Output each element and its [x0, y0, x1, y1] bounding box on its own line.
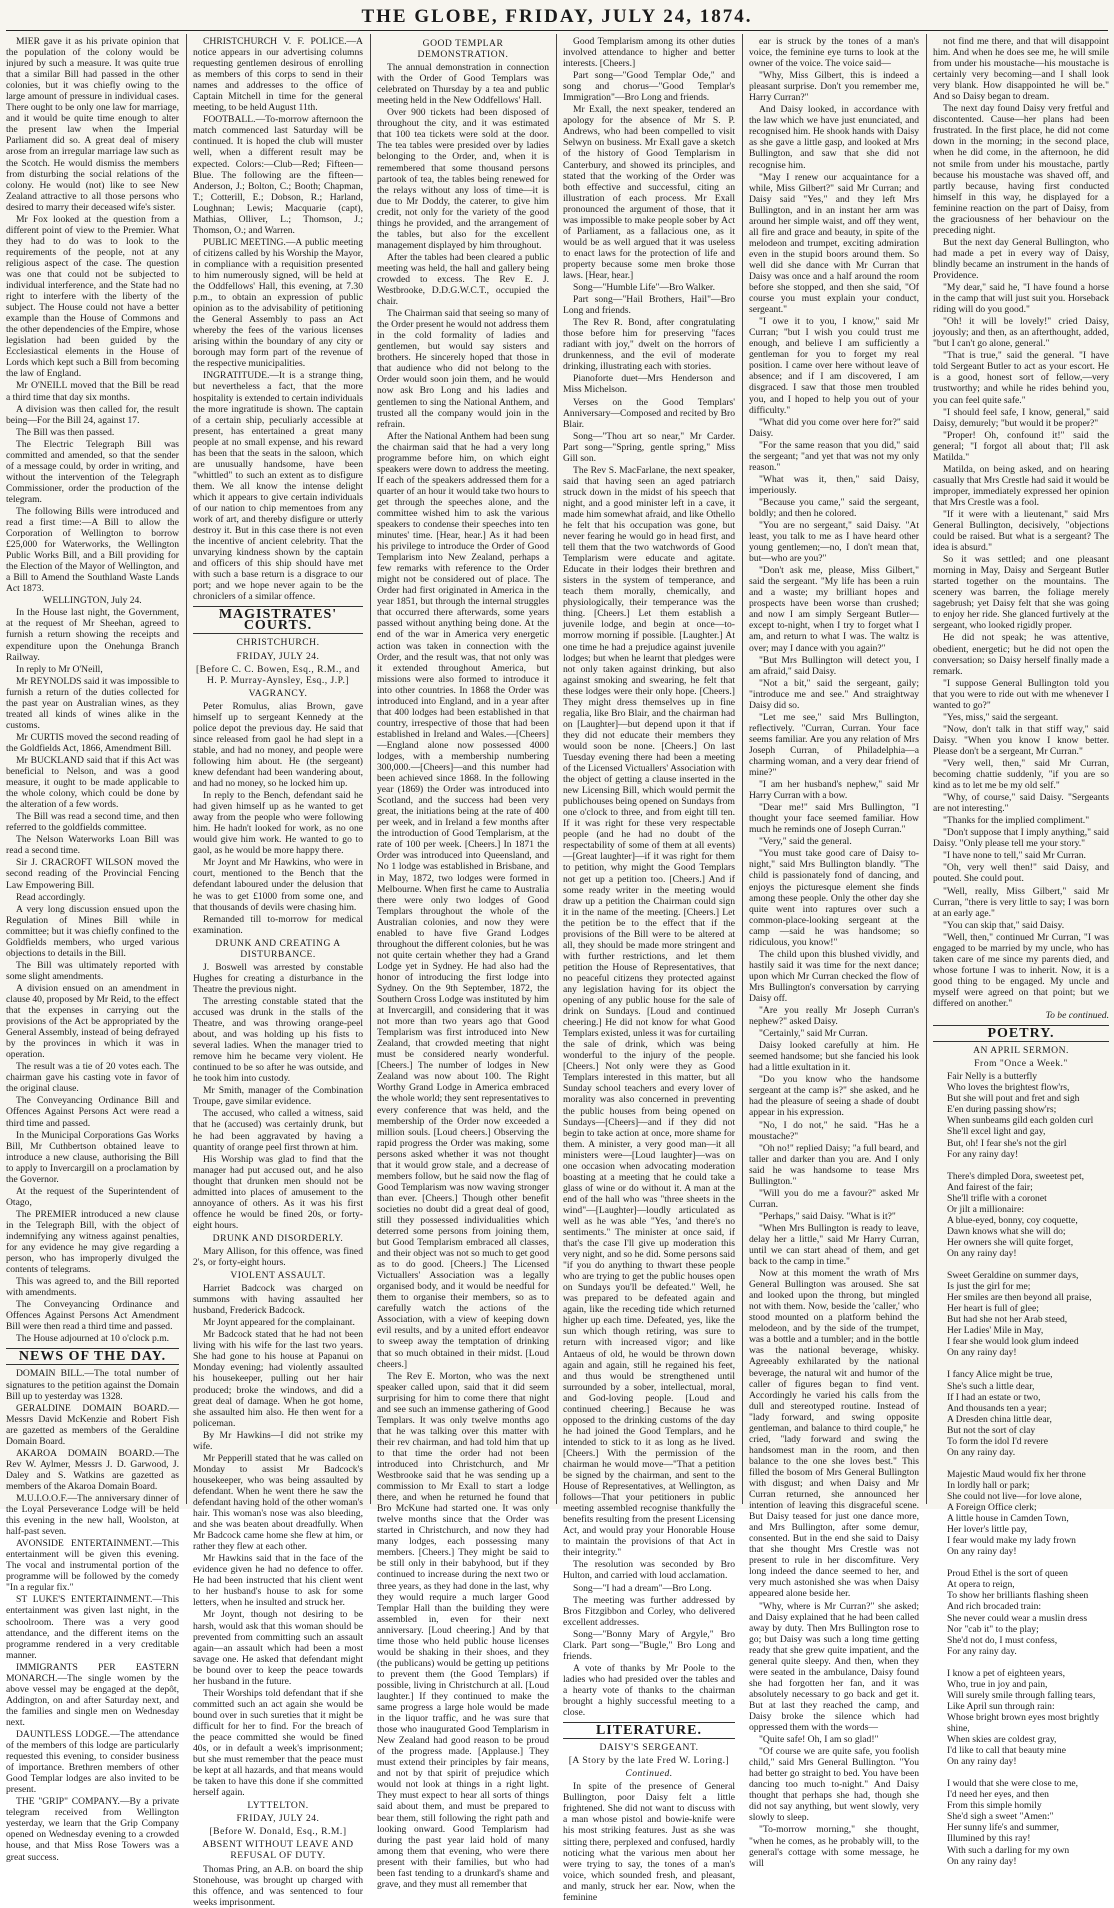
paragraph: INGRATITUDE.—It is a strange thing, but nevertheless a fact, that the more hospitality is extended to certain individuals the more ingratitude is shown. The captain of a certain ship, peculiarly accessible at present, has entertained a great many people at no small expense, and his reward has been that the seats in the saloon, which are unusually handsome, have been "whittled" to such an extent as to disfigure them. We all know the intense delight which it appears to give certain individuals of our nation to chip mementoes from any work of art, and thereby disfigure or utterly destroy it. But in this case there is not even the incentive of ancient celebrity. That the unvarying kindness shown by the captain and officers of this ship should have met with such a base return is a disgrace to our port; and we hope never again to be the chroniclers of a similar offence. — [193, 370, 363, 603]
court-date: FRIDAY, JULY 24. — [236, 1813, 320, 1825]
paragraph: Mr Pepperill stated that he was called on Monday to assist Mr Badcock's housekeeper, who was being assaulted by defendant. When he went there he saw the defendant having hold of the other woman's hair. This woman's nose was also bleeding, and she was beaten about dreadfully. When Mr Badcock came home she flew at him, or rather they flew at each other. — [193, 1452, 363, 1553]
paragraph: Good Templarism among its other duties involved attendance to higher and better interests. [Cheers.] — [563, 36, 735, 70]
paragraph: Song—"Humble Life"—Bro Walker. — [573, 282, 715, 294]
paragraph: Mary Allison, for this offence, was fined 2's, or forty-eight hours. — [193, 1245, 363, 1269]
paragraph: He did not speak; he was attentive, obedient, energetic; but he did not open the conversation; so Daisy herself finally made a remark. — [933, 632, 1109, 677]
poem-line — [933, 1657, 1109, 1668]
paragraph: The following Bills were introduced and read a first time:—A Bill to allow the Corporation of Wellington to borrow £25,000 for Waterworks, the Wellington Public Works Bill, and a Bill providing for the Election of the Mayor of Wellington, and a Bill to Amend the Southland Waste Lands Act 1873. — [6, 505, 179, 595]
paragraph: Mr Exall, the next speaker, tendered an apology for the absence of Mr S. P. Andrews, who had been compelled to visit Selwyn on business. Mr Exall gave a sketch of the history of Good Templarism in Canterbury, and showed its principles, and stated that the working of the Order was both effective and successful, citing an illustration of each process. Mr Exall pronounced the argument of those, that it was impossible to make people sober by Act of Parliament, as a fallacious one, as it would be as well argued that it was useless to enact laws for the protection of life and property because some men broke those laws. [Hear, hear.] — [563, 104, 735, 281]
paragraph: "Certainly," said Mr Curran. — [759, 1028, 868, 1040]
paragraph: "Yes, miss," said the sergeant. — [943, 711, 1059, 723]
article-heading: GOOD TEMPLAR DEMONSTRATION. — [417, 38, 509, 61]
paragraph: In the Municipal Corporations Gas Works Bill, Mr Cuthbertson obtained leave to introduce a new clause, authorising the Bill to apply to Invercargill on a proclamation by the Governor. — [6, 1129, 179, 1185]
paragraph: The accused, who called a witness, said that he (accused) was certainly drunk, but he had been aggravated by having a quantity of orange peel first thrown at him. — [193, 1108, 363, 1153]
paragraph: Harriet Badcock was charged on summons with having assaulted her husband, Frederick Badcock. — [193, 1283, 363, 1317]
poem-line: Proud Ethel is the sort of queen — [947, 1568, 1068, 1580]
paragraph: "You can skip that," said Daisy. — [943, 919, 1065, 931]
case-heading: ABSENT WITHOUT LEAVE AND REFUSAL OF DUTY. — [202, 1839, 354, 1862]
paragraph: "Don't suppose that I imply anything," said Daisy. "Only please tell me your story." — [933, 827, 1109, 850]
poem-line: Dawn knows what she will do; — [947, 1225, 1066, 1237]
paragraph: The next day found Daisy very fretful and discontented. Cause—her plans had been frustrated. In the first place, he did not come down in the morning; in the second place, when he did come, in the afternoon, he did not smile from under his moustache, partly because his moustache was shaved off, and partly because, having first conducted himself in this way, he displayed for a feminine reaction on the part of Daisy, from the graciousness of her behaviour on the preceding night. — [933, 103, 1109, 236]
news-item: THE "GRIP" COMPANY.—By a private telegram received from Wellington yesterday, we learn that the Grip Company opened on Wednesday evening to a crowded house, and that Miss Rose Towers was a great success. — [6, 1796, 179, 1863]
paragraph: After the National Anthem had been sung the chairman said that he had a very long programme before him, on which eight speakers were down to address the meeting. If each of the speakers addressed them for a quarter of an hour it would take two hours to get through the speeches alone, and the committee wished him to ask the various speakers to condense their speeches into ten minutes' time. [Hear, hear.] As it had been his privilege to introduce the Order of Good Templarism into New Zealand, perhaps a few remarks with reference to the Order might not be considered out of place. The Order had first originated in America in the year 1851, but through the internal struggles that occurred there afterwards, some years passed without anything being done. At the end of the war in America very energetic action was taken in connection with the Order, and the result was, that not only was it extended throughout America, but missions were also formed to introduce it into other countries. In 1868 the Order was introduced into England, and in a year after that 400 lodges had been established in that country, irrespective of those that had been established in Ireland and Wales.—[Cheers]—England alone now possessed 4000 lodges, with a membership numbering 300,000.—[Cheers]—and this number had been achieved since 1868. In the following year (1869) the Order was introduced into Scotland, and the success had been very great, the initiations being at the rate of 400 per week, and in Ireland a few months after the introduction of Good Templarism, at the rate of 100 per week. [Cheers.] In 1871 the Order was introduced into Queensland, and No 1 lodge was established in Brisbane, and in May, 1872, two lodges were formed in Melbourne. When first he came to Australia there were only two lodges of Good Templars throughout the whole of the Australian colonies, and now they were enabled to have five Grand Lodges throughout the different colonies, but he was not quite certain whether they had a Grand Lodge yet in Sydney. He had also had the honor of introducing the first lodge into Sydney. On the 9th September, 1872, the Southern Cross Lodge was instituted by him at Invercargill, and considering that it was not more than two years ago that Good Templarism was first introduced into New Zealand, that crowded meeting that night must be considered nearly wonderful. [Cheers.] The number of lodges in New Zealand was now about 100. The Right Worthy Grand Lodge in America embraced the whole world; they sent representatives to every conference that was held, and the membership of the Order now exceeded a million souls. [Loud cheers.] Observing the rapid progress the Order was making, some persons asked whether it was not thought that it would grow stale, and a decrease of members follow, but he said now the flag of Good Templarism was now waving stronger than ever. [Cheers.] Though other benefit societies no doubt did a great deal of good, still they possessed individualities which deterred some persons from joining them, but Good Templarism embraced all classes, and their object was not so much to get good as to do good. [Cheers.] The Licensed Victuallers' Association was a legally organised body, and it would be needful for them to organise their members, so as to carefully watch the actions of the Association, with a view of keeping down evil results, and by a united effort endeavor to sweep away the temptation of drinking that so much obtained in their midst. [Loud cheers.] — [377, 430, 549, 1370]
paragraph: Mr BUCKLAND said that if this Act was beneficial to Nelson, and was a good measure, it ought to be made applicable to the whole colony, which could be done by the alteration of a few words. — [6, 755, 179, 811]
poem-body — [933, 1071, 1109, 1866]
paragraph: A division was then called for, the result being—For the Bill 24, against 17. — [6, 403, 179, 426]
dateline: WELLINGTON, July 24. — [43, 595, 142, 607]
paragraph: "Thanks for the implied compliment." — [943, 815, 1090, 827]
poem-line: Is just the girl for me; — [947, 1281, 1031, 1293]
paragraph: "May I renew our acquaintance for a while, Miss Gilbert?" said Mr Curran; and Daisy said "Yes," and they left Mrs Bullington, and in an instant her arm was around her simple waist, and off they went, all fire and grace and beauty, in spite of the melodeon and trumpet, exciting admiration even in the stupid boors around them. So well did she dance with Mr Curran that Daisy was once and a half around the room before she stopped, and then she said, "Of course you must explain your conduct, sergeant." — [749, 171, 919, 316]
court-date: FRIDAY, JULY 24. — [236, 650, 320, 662]
paragraph: FOOTBALL.—To-morrow afternoon the match commenced last Saturday will be continued. It is hoped the club will muster well, when a different result may be expected. Colors:—Club—Red; Fifteen—Blue. The following are the fifteen—Anderson, J.; Bolton, C.; Booth; Chapman, T.; Cotterill, E.; Dobson, R.; Harland, Loughnan; Lewis; Macquarie (capt), Mathias, Olliver, L.; Thomson, J.; Thomson, O.; and Warren. — [193, 114, 363, 236]
masthead-rule — [6, 30, 1108, 31]
story-title: DAISY'S SERGEANT. — [599, 1742, 699, 1754]
paragraph: Mr Fox looked at the question from a different point of view to the Premier. What they had to do was to look to the requirements of the people, not at any religious aspect of the case. The question was one that could not be subjected to individual interference, and the State had no right to interfere with the liberty of the subject. The House could not have a better example than the House of Commons and the other dependencies of the Empire, whose legislation had been guided by the Ecclesiastical elements in the House of Lords which kept such a Bill from becoming the law of England. — [6, 213, 179, 380]
poem-line: I'd need her eyes, and then — [947, 1789, 1049, 1801]
paragraph: His Worship was glad to find that the manager had put accused out, and he also thought that drunken men should not be admitted into places of amusement to the annoyance of others. As it was his first offence he would be fined 20s, or forty-eight hours. — [193, 1153, 363, 1231]
paragraph: "Not a bit," said the sergeant, gaily; "introduce me and see." And straightway Daisy did so. — [749, 677, 919, 711]
paragraph: "Oh, very well then!" said Daisy, and pouted. She could pout. — [933, 862, 1109, 885]
poem-line: To form the idol I'd revere — [947, 1435, 1048, 1447]
poem-line: To show her brilliants flashing sheen — [947, 1590, 1089, 1602]
paragraph: Mr CURTIS moved the second reading of the Goldfields Act, 1866, Amendment Bill. — [6, 731, 179, 754]
paragraph: The Electric Telegraph Bill was committed and amended, so that the sender of a message could, by order in writing, and without the intervention of the Telegraph Commissioner, order the production of the telegram. — [6, 438, 179, 505]
case-heading: VIOLENT ASSAULT. — [230, 1270, 326, 1282]
paragraph: "Why, of course," said Daisy. "Sergeants are not interesting." — [933, 792, 1109, 815]
poem-line: On any rainy day! — [947, 1855, 1017, 1867]
paragraph: A division ensued on an amendment in clause 40, proposed by Mr Reid, to the effect that the expenses in carrying out the provisions of the Act be appropriated by the General Assembly, instead of being defrayed by the provinces in which it was in operation. — [6, 982, 179, 1061]
paragraph: ear is struck by the tones of a man's voice, the feminine eye turns to look at the owner of the voice. The voice said— — [749, 36, 919, 70]
paragraph: Mr REYNOLDS said it was impossible to furnish a return of the duties collected for the past year on Australian wines, as they treated all kinds of wines alike in the customs. — [6, 675, 179, 731]
paragraph: "What did you come over here for?" said Daisy. — [749, 416, 919, 439]
paragraph: Mr Joynt, though not desiring to be harsh, would ask that this woman should be prevented from committing such an assault again—an assault which had been a most savage one. He asked that defendant might be bound over to keep the peace towards her husband in the future. — [193, 1609, 363, 1687]
poem-line: When sunbeams gild each golden curl — [947, 1115, 1094, 1127]
poem-line: Fair Nelly is a butterfly — [947, 1071, 1038, 1083]
paragraph: A vote of thanks by Mr Poole to the ladies who had presided over the tables and a hearty vote of thanks to the chairman brought a highly successful meeting to a close. — [563, 1662, 735, 1719]
poem-line: I fear she would look glum indeed — [947, 1336, 1079, 1348]
paragraph: "Oh no!" replied Daisy; "a full beard, and taller and darker than you are. And I only said he was handsome to tease Mrs Bullington." — [749, 1142, 919, 1187]
paragraph: J. Boswell was arrested by constable Hughes for creating a disturbance in the Theatre the previous night. — [193, 961, 363, 995]
paragraph: In the House last night, the Government, at the request of Mr Sheehan, agreed to furnish a return showing the receipts and expenditure upon the Onehunga Branch Railway. — [6, 607, 179, 663]
paragraph: Mr Badcock stated that he had not been living with his wife for the last two years. She had gone to his house at Papanui on Monday evening; had violently assaulted his housekeeper, pulling out her hair produced; broke the windows, and did a great deal of damage. When he got home, she assaulted him also. He then went for a policeman. — [193, 1329, 363, 1429]
paragraph: After the tables had been cleared a public meeting was held, the hall and gallery being crowded to excess. The Rev E. J. Westbrooke, D.D.G.W.C.T., occupied the chair. — [377, 251, 549, 308]
poem-line: Sweet Geraldine on summer days, — [947, 1270, 1079, 1282]
poem-line: On any rainy day! — [947, 1756, 1017, 1768]
paragraph: "Proper! Oh, confound it!" said the general; "I forgot all about that; I'll ask Matilda." — [933, 429, 1109, 463]
column-divider — [742, 34, 743, 1504]
news-item: GERALDINE DOMAIN BOARD.—Messrs David McKenzie and Robert Fish are gazetted as members of the Geraldine Domain Board. — [6, 1402, 179, 1447]
poem-line — [933, 1259, 1109, 1270]
paragraph: "I should feel safe, I know, general," said Daisy, demurely; "but would it be proper?" — [933, 406, 1109, 429]
paragraph: Read accordingly. — [16, 891, 86, 903]
poem-line: Illumined by this ray! — [947, 1833, 1031, 1845]
story-continued: Continued. — [625, 1768, 673, 1780]
poem-line: Her owners she will quite forget, — [947, 1236, 1074, 1248]
poem-line: She'd sigh a sweet "Amen:" — [947, 1811, 1054, 1823]
paragraph: The result was a tie of 20 votes each. The chairman gave his casting vote in favor of the original clause. — [6, 1061, 179, 1095]
paragraph: "Why, Miss Gilbert, this is indeed a pleasant surprise. Don't you remember me, Harry Curran?" — [749, 70, 919, 104]
paragraph: "For the same reason that you did," said the sergeant; "and yet that was not my only reason." — [749, 439, 919, 473]
poem-line: With such a darling for my own — [947, 1844, 1070, 1856]
paragraph: Song—"Thou art so near," Mr Carder. Part song—"Spring, gentle spring," Miss Gill son. — [563, 430, 735, 464]
paragraph: CHRISTCHURCH V. F. POLICE.—A notice appears in our advertising columns requesting gentlemen desirous of enrolling as members of this corps to send in their names and addresses to the office of Captain Mitchell in time for the general meeting, to be held August 11th. — [193, 36, 363, 114]
paragraph: "You must take good care of Daisy to-night," said Mrs Bullington blandly. "The child is passionately fond of dancing, and enjoys the picturesque element she finds among these people. Only the other day she quite went into raptures over such a common-place-looking sergeant at the camp —said he was handsome; so ridiculous, you know!" — [749, 848, 919, 948]
news-item: DAUNTLESS LODGE.—The attendance of the members of this lodge are particularly requested this evening, to consider business of importance. Brethren members of other Good Templar lodges are also invited to be present. — [6, 1728, 179, 1796]
poem-line: On any rainy day! — [947, 1347, 1017, 1359]
case-heading: VAGRANCY. — [248, 687, 308, 699]
news-item: M.U.I.O.O.F.—The anniversary dinner of the Loyal Perseverance Lodge will be held this evening in the new hall, Woolston, at half-past seven. — [6, 1493, 179, 1538]
poem-line: A Foreign Office clerk; — [947, 1502, 1037, 1514]
paragraph: In reply to Mr O'Neill, — [16, 663, 103, 675]
paragraph: A very long discussion ensued upon the Regulation of Mines Bill while in committee; but it was chiefly confined to the Goldfields members, who urged various objections to details in the Bill. — [6, 903, 179, 959]
poem-line — [933, 1458, 1109, 1469]
paragraph: Matilda, on being asked, and on hearing casually that Mrs Crestle had said it would be improper, immediately expressed her opinion that Mrs Crestle was a fool. — [933, 463, 1109, 508]
poem-line: I fancy Alice might be true, — [947, 1369, 1053, 1381]
column-4 — [563, 36, 735, 1903]
paragraph: "When Mrs Bullington is ready to leave, delay her a little," said Mr Harry Curran, until we can start ahead of them, and get back to the camp in time." — [749, 1222, 919, 1268]
column-2 — [193, 36, 363, 1908]
case-heading: DRUNK AND CREATING A DISTURBANCE. — [215, 937, 341, 960]
column-divider — [370, 34, 371, 1504]
paragraph: "Well, really, Miss Gilbert," said Mr Curran, "there is very little to say; I was born at an early age." — [933, 885, 1109, 919]
paragraph: Song—"I had a dream"—Bro Long. — [573, 1582, 712, 1594]
news-item: AVONSIDE ENTERTAINMENT.—This entertainment will be given this evening. The vocal and instrumental portion of the programme will be followed by the comedy "In a regular fix." — [6, 1538, 179, 1594]
poem-line: Her Ladies' Mile in May, — [947, 1325, 1044, 1337]
paragraph: The House adjourned at 10 o'clock p.m. — [16, 1333, 170, 1345]
poem-line: Will surely smile through falling tears, — [947, 1689, 1096, 1701]
poem-line: A Dresden china little dear, — [947, 1413, 1052, 1425]
paragraph: "I suppose General Bullington told you that you were to ride out with me whenever I wanted to go?" — [933, 677, 1109, 711]
poem-line: Like April sun through rain: — [947, 1700, 1055, 1712]
poem-line: And rich brocaded train: — [947, 1601, 1042, 1613]
poem-line: Who, true in joy and pain, — [947, 1678, 1048, 1690]
poem-line: But she will pout and fret and sigh — [947, 1093, 1080, 1105]
paragraph: "Quite safe! Oh, I am so glad!" — [759, 1734, 879, 1746]
court-bench: [Before W. Donald, Esq., R.M.] — [209, 1826, 347, 1838]
paragraph: Mr Hawkins said that in the face of the evidence given he had no defence to offer. He had been instructed that his client went to her husband's house to ask for some letters, when he insulted and struck her. — [193, 1553, 363, 1609]
paragraph: "Of course we are quite safe, you foolish child," said Mrs General Bullington. "You had better go straight to bed. You have been dancing too much to-night." And Daisy thought that perhaps she had, though she did not say anything, but went slowly, very slowly to sleep. — [749, 1746, 919, 1824]
paragraph: The Bill was read a second time, and then referred to the goldfields committee. — [6, 811, 179, 834]
paragraph: MIER gave it as his private opinion that the population of the colony would be injured by such a measure. It was quite true that a similar Bill had passed in the other colonies, but it was chiefly owing to the large amount of pressure in individual cases. There ought to be only one law for marriage, and it would be quite time enough to alter the present law when the Imperial Parliament did so. A great deal of misery arose from an irregular marriage law such as the Scotch. He would dismiss the members from disturbing the social relations of the colony. He would (not) like to see New Zealand attractive to all those persons who desired to marry their deceased wife's sister. — [6, 36, 179, 213]
column-3 — [377, 36, 549, 1890]
paragraph: The arresting constable stated that the accused was drunk in the stalls of the Theatre, and was throwing orange-peel about, and was holding up his fists to several ladies. When the manager tried to remove him he became very violent. He continued to be so after he was outside, and he took him into custody. — [193, 995, 363, 1085]
court-location: LYTTELTON. — [247, 1800, 309, 1812]
poem-line — [933, 1767, 1109, 1778]
paragraph: The Rev S. MacFarlane, the next speaker, said that having seen an aged patriarch struck down in the midst of his speech that night, and a good minister left in a cave, it made him somewhat afraid, and like Othello he felt that his occupation was gone, but never fearing he would go in head first, and tell them that the two watchwords of Good Templarism were educate and agitate. Educate in their lodges their brethren and sisters in the system of temperance, and teach them morally, chemically, and physiologically, their temperance was the thing. [Cheers.] Let them establish a juvenile lodge, and begin at once—to-morrow morning if possible. [Laughter.] At one time he had a prejudice against juvenile lodges; but when he learnt that pledges were not only taken against drinking, but also against smoking and swearing, he felt that these lodges were their only hope. [Cheers.] They might dress themselves up in fine regalia, like Bro Blair, and the chairman had on [Laughter]—but depend upon it that if they did not educate their members they would soon be none. [Cheers.] On last Tuesday evening there had been a meeting of the Licensed Victuallers' Association with the object of getting a clause inserted in the new Licensing Bill, which would permit the publichouses being opened on Sundays from one o'clock to three, and from eight till ten. If it was right for these very respectable people (and he had no doubt of the respectability of some of them at all events)—[Great laughter]—if it was right for them to petition, why might the Good Templars not get up a petition too. [Cheers.] And if some ready writer in the meeting would draw up a petition the Chairman could sign it in the name of the meeting. [Cheers.] Let the petition be to the effect that if the provisions of the Bill were to be altered at all, they should be made more stringent and with further restrictions, and let them petition the House of Representatives, that no peaceful citizens they protected against any legislation having for its object the opening of any public house for the sale of drink on Sundays. [Loud and continued cheering.] He did not know for what Good Templars existed, unless it was for curtailing the sale of drink, which was being wonderful to the injury of the people. [Cheers.] Not only were they as Good Templars interested in this matter, but all Sunday school teachers and every lover of morality was also concerned in preventing the public houses from being opened on Sundays—[Cheers]—and if they did not begin to take action at once, more shame for them. A minister, a very good man—it all ministers were—[Loud laughter]—was on one occasion when advocating moderation boasting at a meeting that he could take a glass of wine or do without it. A man at the end of the hall who was "three sheets in the wind"—[Laughter]—loudly articulated as well as he was able "Yes, 'and there's no sentiments." The minister at once said, if that's the case I'll give up moderation this very night, and so he did. Some persons said "if you do anything to thwart these people who are trying to get the public houses open on Sundays you'll be defeated." Well, he was prepared to be defeated again and again, like the receding tide which returned higher up each time. Defeated, yes, like the sun which though retiring, was sure to return with increased vigor; and like Antaeus of old, he would be thrown down again and again, still he regained his feet, and thus would be strengthened until surrounded by a sober, intellectual, moral, and God-loving people. [Loud and continued cheering.] Because he was opposed to the drinking customs of the day he had joined the Good Templars, and he intended to stick to it as long as he lived. [Cheers.] With the permission of the chairman he would move—"That a petition be signed by the chairman, and sent to the House of Representatives, at Wellington, as follows—That your petitioners in public meeting assembled recognise thankfully the benefits resulting from the present Licensing Act, and would pray your Honorable House to maintain the provisions of that Act in their integrity." — [563, 464, 735, 1559]
section-heading-magistrates: MAGISTRATES' COURTS. — [193, 606, 363, 634]
paragraph: "I am her husband's nephew," said Mr Harry Curran with a bow. — [749, 779, 919, 802]
paragraph: The Chairman said that seeing so many of the Order present he would not address them in the cold formality of ladies and gentlemen, but would say sisters and brothers. He sincerely hoped that those in that audience who did not belong to the Order would soon join them, and he would now ask Bro Long and his ladies and gentlemen to sing the National Anthem, and trusted all the company would join in the refrain. — [377, 308, 549, 430]
poem-line: From this simple homily — [947, 1800, 1042, 1812]
poem-line: She'll excel light and gay, — [947, 1126, 1046, 1138]
poem-line: If I had an estate or two, — [947, 1391, 1041, 1403]
paragraph: Remanded till to-morrow for medical examination. — [193, 913, 363, 936]
paragraph: Verses on the Good Templars' Anniversary—Composed and recited by Bro Blair. — [563, 396, 735, 430]
paragraph: "Perhaps," said Daisy. "What is it?" — [759, 1210, 896, 1222]
poem-line: But, oh! I fear she's not the girl — [947, 1137, 1067, 1149]
poem-line: At opera to reign, — [947, 1579, 1015, 1591]
column-6 — [933, 36, 1109, 1867]
poem-line: Whose bright brown eyes most brightly shine, — [947, 1711, 1100, 1734]
to-be-continued: To be continued. — [1045, 1010, 1109, 1022]
poem-line: For any rainy day! — [947, 1148, 1019, 1160]
paragraph: So it was settled; and one pleasant morning in May, Daisy and Sergeant Butler started together on the mountains. The scenery was barren, the foliage merely sagebrush; yet Daisy felt that she was going to enjoy her ride. She glanced furtively at the sergeant, who looked rigidly proper. — [933, 554, 1109, 632]
paragraph: "To-morrow morning," she thought, "when he comes, as he probably will, to the general's cottage with some message, he will — [749, 1824, 919, 1869]
paragraph: PUBLIC MEETING.—A public meeting of citizens called by his Worship the Mayor, in compliance with a requisition presented to him numerously signed, will be held at the Oddfellows' Hall, this evening, at 7.30 p.m., to obtain an expression of public opinion as to the advisability of petitioning the General Assembly to pass an Act whereby the fees of the various licenses arising within the boundary of any city or borough may form part of the revenue of the respective municipalities. — [193, 236, 363, 370]
paragraph: Part song—"Good Templar Ode," and song and chorus—"Good Templar's Immigration"—Bro Long and friends. — [563, 70, 735, 104]
paragraph: "If it were with a lieutenant," said Mrs General Bullington, decisively, "objections could be raised. But what is a sergeant? The idea is absurd." — [933, 508, 1109, 554]
paragraph: Mr Smith, manager of the Combination Troupe, gave similar evidence. — [193, 1085, 363, 1108]
poem-line: Her sunny life's and summer, — [947, 1822, 1059, 1834]
poem-line: On any rainy day! — [947, 1546, 1017, 1558]
poem-line: On any rainy day. — [947, 1446, 1016, 1458]
paragraph: Thomas Pring, an A.B. on board the ship Stonehouse, was brought up charged with this offence, and was sentenced to four weeks imprisonment. — [193, 1863, 363, 1908]
poem-line: And thousands ten a year; — [947, 1402, 1047, 1414]
paragraph: The Bill was then passed. — [16, 426, 115, 438]
paragraph: The child upon this blushed vividly, and hastily said it was time for the next dance; upon which Mr Curran checked the flow of Mrs Bullington's conversation by carrying Daisy off. — [749, 948, 919, 1004]
paragraph: "Let me see," said Mrs Bullington, reflectively. "Curran, Curran. Your face seems familiar. Are you any relation of Mrs Joseph Curran, of Philadelphia—a charming woman, and a very dear friend of mine?" — [749, 711, 919, 779]
paragraph: "My dear," said he, "I have found a horse in the camp that will just suit you. Horseback riding will do you good." — [933, 282, 1109, 316]
paragraph: "Now, don't talk in that stiff way," said Daisy. "When you know I know better. Please don't be a sergeant, Mr Curran." — [933, 723, 1109, 757]
paragraph: Song—"Bonny Mary of Argyle," Bro Clark. Part song—"Bugle," Bro Long and friends. — [563, 1628, 735, 1662]
poem-line: She'd not do, I must confess, — [947, 1634, 1058, 1646]
paragraph: Mr O'NEILL moved that the Bill be read a third time that day six months. — [6, 380, 179, 403]
paragraph: In spite of the presence of General Bullington, poor Daisy felt a little frightened. She did not want to discuss with a man whose pistol and bowie-knife were his most striking features. Just as she was sitting there, perplexed and confused, hardly noticing what the various men about her were trying to say, the tones of a man's voice, which sounded fresh, and pleasant, and manly, struck her ear. Now, when the feminine — [563, 1781, 735, 1903]
paragraph: "Dear me!" said Mrs Bullington, "I thought your face seemed familiar. How much he reminds one of Joseph Curran." — [749, 802, 919, 836]
paragraph: not find me there, and that will disappoint him. And when he does see me, he will smile from under his moustache—his moustache is certainly very becoming—and I shall look very blank. How disappointed he will be." And so Daisy began to dream. — [933, 36, 1109, 103]
news-item: IMMIGRANTS PER EASTERN MONARCH.—The single women by the above vessel may be engaged at the depôt, Addington, on and after Saturday next, and the families and single men on Wednesday next. — [6, 1661, 179, 1728]
court-bench: [Before C. C. Bowen, Esq., R.M., and H. P. Murray-Aynsley, Esq., J.P.] — [195, 663, 361, 686]
paragraph: The Nelson Waterworks Loan Bill was read a second time. — [6, 834, 179, 857]
poem-line: Her heart is full of glee; — [947, 1303, 1039, 1315]
poem-line: Majestic Maud would fix her throne — [947, 1468, 1086, 1480]
poem-line: She'll trifle with a coronet — [947, 1192, 1047, 1204]
column-divider — [556, 34, 557, 1504]
paragraph: "Are you really Mr Joseph Curran's nephew?" asked Daisy. — [749, 1005, 919, 1028]
paragraph: Over 900 tickets had been disposed of throughout the city, and it was estimated that 100 tea tickets were sold at the door. The tea tables were presided over by ladies belonging to the Order, and, when it is remembered that some thousand persons partook of tea, the tables being renewed for the relays without any loss of time—it is due to Mr Doddy, the caterer, to give him credit, not only for the variety of the good things he provided, and the arrangement of the tables, but also for the excellent management displayed by him throughout. — [377, 107, 549, 251]
paragraph: And Daisy looked, in accordance with the law which we have just enunciated, and recognised him. He shook hands with Daisy as she gave a little gasp, and looked at Mrs Bullington, and saw that she did not recognise him. — [749, 104, 919, 171]
paragraph: The Conveyancing Ordinance Bill and Offences Against Persons Act were read a third time and passed. — [6, 1095, 179, 1129]
paragraph: Part song—"Hail Brothers, Hail"—Bro Long and friends. — [563, 294, 735, 317]
poem-line: And fairest of the fair; — [947, 1181, 1033, 1193]
column-divider — [186, 34, 187, 1504]
section-heading-poetry: POETRY. — [933, 1025, 1109, 1042]
poem-line: Her lover's little pay, — [947, 1524, 1027, 1536]
poem-line: Or jilt a millionaire: — [947, 1203, 1024, 1215]
paragraph: The resolution was seconded by Bro Hulton, and carried with loud acclamation. — [563, 1559, 735, 1582]
paragraph: Peter Romulus, alias Brown, gave himself up to sergeant Kennedy at the police depot the previous day. He said that since released from gaol he had slept in a stable, and had no money, and people were following him about. He (the sergeant) knew defendant had been wandering about, and had no money, so he locked him up. — [193, 700, 363, 790]
poem-line — [933, 1160, 1109, 1171]
paragraph: The meeting was further addressed by Bros Fitzgibbon and Corley, who delivered excellent addresses. — [563, 1594, 735, 1628]
poem-line: Her smiles are then beyond all praise, — [947, 1292, 1092, 1304]
poem-line — [933, 1557, 1109, 1568]
news-item: DOMAIN BILL.—The total number of signatures to the petition against the Domain Bill up to yesterday was 1328. — [6, 1368, 179, 1402]
paragraph: Now at this moment the wrath of Mrs General Bullington was aroused. She sat and looked upon the throng, but mingled not with them. Now, beside the 'caller,' who stood mounted on a platform behind the melodeon, and by the side of the trumpet, was a bottle and a tumbler; and in the bottle was the national beverage, whisky. Agreeably exhilarated by the national beverage, the natural wit and humor of the caller of figures began to find vent. Accordingly he varied his calls from the dull and stereotyped routine. Instead of "lady forward, and swing opposite gentleman, and balance to third couple," he cried, "lady forward and swing the handsomest man in the room, and then balance to the one she loves best." This filled the bosom of Mrs General Bullington with disgust; and when Daisy and Mr Curran returned, she announced her intention of leaving this disgraceful scene. But Daisy teased for just one dance more, and Mrs Bullington, after some demur, consented. But in the end she said to Daisy that she thought Mrs Crestle was not present to rule in her discomfiture. Very long indeed the dance seemed to her, and very much astonished she was when Daisy appeared alone beside her. — [749, 1268, 919, 1600]
poem-line: She never could wear a muslin dress — [947, 1612, 1088, 1624]
paragraph: "Very well, then," said Mr Curran, becoming chattie suddenly, "if you are so kind as to let me be my old self." — [933, 758, 1109, 792]
poem-line: A little house in Camden Town, — [947, 1513, 1069, 1525]
paragraph: Pianoforte duet—Mrs Henderson and Miss Michelson. — [563, 373, 735, 396]
paragraph: The Rev R. Bond, after congratulating those before him for preserving "faces radiant with joy," dwelt on the horrors of drunkenness, and the evil of moderate drinking, illustrating each with stories. — [563, 317, 735, 373]
paragraph: "Don't ask me, please, Miss Gilbert," said the sergeant. "My life has been a ruin and a waste; my brilliant hopes and prospects have been worse than crushed; and now I am simply Sergeant Butler—except to-night, when I try to forget what I am, and return to what I was. The waltz is over; may I dance with you again?" — [749, 565, 919, 654]
paragraph: At the request of the Superintendent of Otago, — [6, 1185, 179, 1208]
paragraph: "That is true," said the general. "I have told Sergeant Butler to act as your escort. He is a good, honest sort of fellow,—very trustworthy; and while he rides behind you, you can feel quite safe." — [933, 350, 1109, 406]
poem-line: Nor "cab it" to the play; — [947, 1623, 1039, 1635]
paragraph: The Conveyancing Ordinance and Offences Against Persons Act Amendment Bill were then read a third time and passed. — [6, 1299, 179, 1333]
paragraph: Sir J. CRACROFT WILSON moved the second reading of the Provincial Fencing Law Empowering Bill. — [6, 857, 179, 891]
paragraph: Daisy looked carefully at him. He seemed handsome; but she fancied his look had a little exultation in it. — [749, 1040, 919, 1074]
paragraph: "You are no sergeant," said Daisy. "At least, you talk to me as I have heard other young gentlemen;—no, I don't mean that, but—who are you?" — [749, 520, 919, 565]
paragraph: "Because you came," said the sergeant, boldly; and then he colored. — [749, 496, 919, 519]
paragraph: "I owe it to you, I know," said Mr Curran; "but I wish you could trust me enough, and believe I am sufficiently a gentleman for you to forget my real position. I came over here without leave of absence; and if I am discovered, I am disgraced. I saw that those men troubled you, and I hoped to help you out of your difficulty." — [749, 316, 919, 416]
poem-line: On any rainy day! — [947, 1247, 1017, 1259]
column-1 — [6, 36, 179, 1863]
paragraph: "Why, where is Mr Curran?" she asked; and Daisy explained that he had been called away by duty. Then Mrs Bullington rose to go; but Daisy was such a long time getting ready that she grew quite impatient, and the general quite sleepy. And then, when they were seated in the ambulance, Daisy found she had forgotten her fan, and it was absolutely necessary to go back and get it. But at last they reached the camp, and Daisy broke the silence which had oppressed them with the words— — [749, 1600, 919, 1734]
paragraph: Mr Joynt appeared for the complainant. — [203, 1317, 355, 1329]
poem-line: For any rainy day. — [947, 1645, 1017, 1657]
story-byline: [A Story by the late Fred W. Loring.] — [568, 1755, 730, 1767]
poem-line: I know a pet of eighteen years, — [947, 1667, 1066, 1679]
poem-line: I'd like to call that beauty mine — [947, 1745, 1066, 1757]
news-item: ST LUKE'S ENTERTAINMENT.—This entertainment was given last night, in the schoolroom. There was a very good attendance, and the different items on the programme rendered in a very creditable manner. — [6, 1594, 179, 1661]
poem-line: A blue-eyed, bonny, coy coquette, — [947, 1214, 1078, 1226]
section-heading-news: NEWS OF THE DAY. — [6, 1348, 179, 1365]
poem-source: From "Once a Week." — [974, 1058, 1068, 1070]
column-5 — [749, 36, 919, 1869]
paragraph: "Very," said the general. — [759, 836, 852, 848]
poem-line: She's such a little dear, — [947, 1380, 1035, 1392]
masthead: THE GLOBE, FRIDAY, JULY 24, 1874. — [361, 6, 753, 27]
poem-line: But not the sort of clay — [947, 1424, 1036, 1436]
poem-line: Who loves the brightest flow'rs, — [947, 1082, 1070, 1094]
paragraph: Their Worships told defendant that if she committed such an act again she would be bound over in such sureties that it might be difficult for her to find. For the breach of the peace committed she would be fined 40s, or in default a week's imprisonment; but she must remember that the peace must be kept at all hazards, and that means would be taken to have this done if she committed herself again. — [193, 1687, 363, 1799]
poem-line: E'en during passing show'rs; — [947, 1104, 1057, 1116]
paragraph: "Do you know who the handsome sergeant at the camp is?" she asked, and he had the pleasure of seeing a shade of doubt appear in his expression. — [749, 1074, 919, 1119]
paragraph: "No, I do not," he said. "Has he a moustache?" — [749, 1119, 919, 1142]
column-divider — [926, 34, 927, 1504]
paragraph: By Mr Hawkins—I did not strike my wife. — [193, 1429, 363, 1452]
paragraph: "Oh! it will be lovely!" cried Daisy, joyously; and then, as an afterthought, added, "but I can't go alone, general." — [933, 316, 1109, 350]
poem-line — [933, 1358, 1109, 1369]
paragraph: This was agreed to, and the Bill reported with amendments. — [6, 1276, 179, 1299]
paragraph: "Well, then," continued Mr Curran, "I was engaged to be married by my uncle, who has taken care of me since my parents died, and whose fortune I was to inherit. Now, it is a good thing to be engaged. My uncle and myself were agreed on that point; but we differed on another." — [933, 931, 1109, 1009]
news-item: AKAROA DOMAIN BOARD.—The Rev W. Aylmer, Messrs J. D. Garwood, J. Daley and S. Watkins are gazetted as members of the Akaroa Domain Board. — [6, 1447, 179, 1492]
paragraph: "I have none to tell," said Mr Curran. — [943, 850, 1086, 862]
paragraph: The Bill was ultimately reported with some slight amendments. — [6, 959, 179, 982]
poem-title: AN APRIL SERMON. — [973, 1045, 1069, 1057]
paragraph: Mr Joynt and Mr Hawkins, who were in court, mentioned to the Bench that the defendant laboured under the delusion that he was to get £1000 from some one, and that thousands of devils were chasing him. — [193, 857, 363, 913]
court-location: CHRISTCHURCH. — [236, 637, 320, 649]
case-heading: DRUNK AND DISORDERLY. — [212, 1232, 344, 1244]
paragraph: "What was it, then," said Daisy, imperiously. — [749, 473, 919, 496]
paragraph: In reply to the Bench, defendant said he had given himself up as he wanted to get away from the people who were following him. He hadn't looked for work, as no one would give him work. He wanted to go to gaol, as he would be more happy there. — [193, 790, 363, 857]
poem-line: She could not live—for love alone, — [947, 1491, 1082, 1502]
paragraph: The annual demonstration in connection with the Order of Good Templars was celebrated on Thursday by a tea and public meeting held in the New Oddfellows' Hall. — [377, 62, 549, 107]
poem-line: In lordly hall or park; — [947, 1479, 1030, 1491]
poem-line: There's dimpled Dora, sweetest pet, — [947, 1170, 1085, 1182]
poem-line: When skies are coldest gray, — [947, 1734, 1057, 1746]
paragraph: The PREMIER introduced a new clause in the Telegraph Bill, with the object of indemnifying any witness against penalties, for any evidence he may give regarding a person, who has improperly divulged the contents of telegrams. — [6, 1208, 179, 1276]
paragraph: The Rev E. Morton, who was the next speaker called upon, said that it did seem surprising for him to come there that night and see such an immense gathering of Good Templars. It was only twelve months ago that he was talking over this matter with their rev chairman, and had told him that up to that time the order had not been introduced into Christchurch, and Mr Westbrooke said that he was sending up a commission to Mr Exall to start a lodge there, and when he returned he found that Bro McKune had started one. It was only twelve months since that the Order was started in Christchurch, and now they had many lodges, each possessing many members. [Cheers.] They might be said to be still only in their babyhood, but if they continued to increase during the next two or three years, as they had done in the last, why they would require a much larger Good Templar Hall than the building they were assembled in, even for their next anniversary. [Loud cheering.] And by that time those who held public house licenses would be shaking in their shoes, and they (the publicans) would be getting up petitions to prevent them (the Good Templars) if possible, living in Christchurch at all. [Loud laughter.] If they continued to make the same progress a large hole would be made in the liquor traffic, and he was sure that those who inaugurated Good Templarism in New Zealand had good reason to be proud of the progress made. [Applause.] They must extend their principles by fair means, and not by that spirit of prejudice which would not look at things in a right light. They must expect to hear all sorts of things said about them, and must be prepared to bear them, still following the right path and looking onward. Good Templarism had during the past year laid hold of many among them that evening, who were there present with their families, but who had been fast tending to a drunkard's shame and grave, and they must all remember that — [377, 1370, 549, 1890]
paragraph: "Will you do me a favour?" asked Mr Curran. — [749, 1187, 919, 1210]
section-heading-literature: LITERATURE. — [563, 1722, 735, 1739]
poem-line: I fear would make my lady frown — [947, 1535, 1076, 1547]
paragraph: "But Mrs Bullington will detect you, I am afraid," said Daisy. — [749, 654, 919, 677]
poem-line: But had she not her Arab steed, — [947, 1314, 1068, 1326]
paragraph: But the next day General Bullington, who had made a pet in every way of Daisy, blindly became an instrument in the hands of Providence. — [933, 236, 1109, 281]
poem-line: I would that she were close to me, — [947, 1778, 1079, 1790]
